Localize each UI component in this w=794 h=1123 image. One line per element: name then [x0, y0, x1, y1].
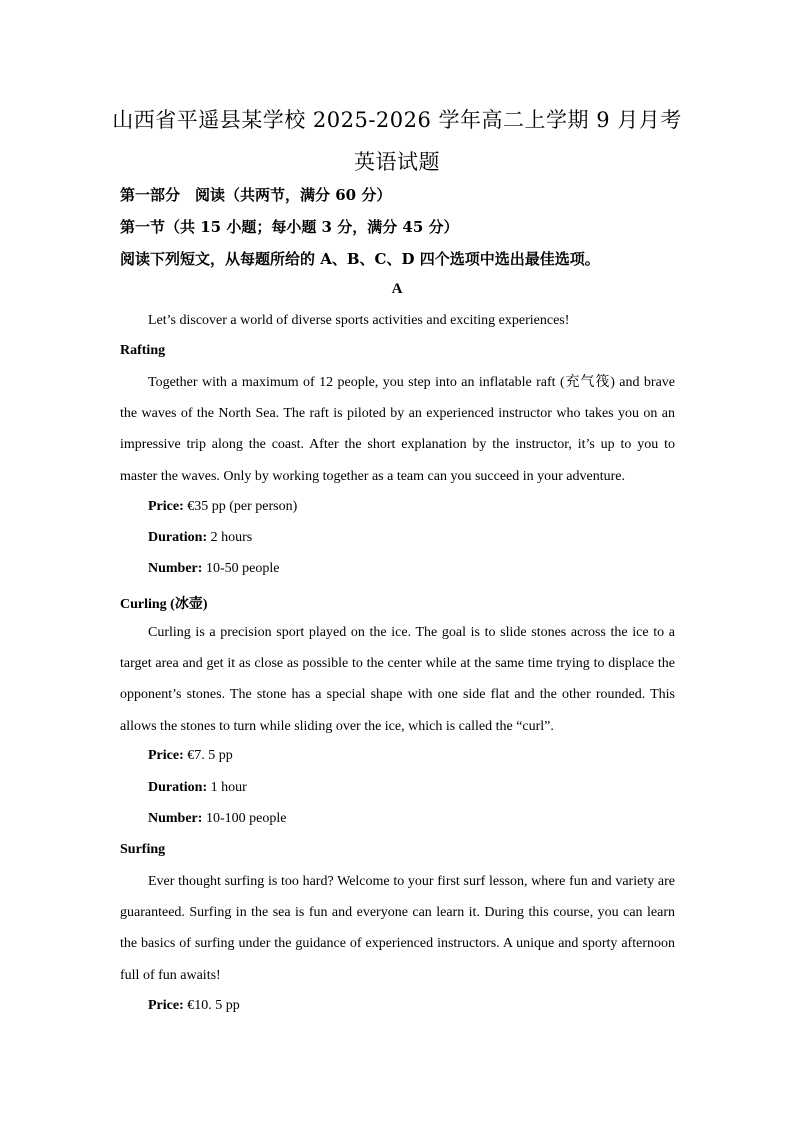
price-value: €7. 5 pp [183, 748, 233, 763]
curling-price [148, 748, 233, 764]
section-heading: 第一节（共 15 小题；每小题 3 分，满分 45 分） [120, 218, 459, 236]
rafting-text: Together with a maximum of 12 people, you step into an inflatable raft (充气筏) and brave the waves of the North Sea. The raft is piloted by an experienced instructor who takes you on an impressive trip along the coast. After the short explanation by the instructor, it’s up to you to master the waves. Only by working together as a team can you succeed in your adventure. [120, 375, 675, 484]
surfing-text: Ever thought surfing is too hard? Welcome to your first surf lesson, where fun and variety are guaranteed. Surfing in the sea is fun and everyone can learn it. During this course, you can learn the basics of surfing under the guidance of experienced instructors. A unique and sporty afternoon full of fun awaits! [120, 874, 675, 983]
curling-text: Curling is a precision sport played on the ice. The goal is to slide stones across the ice to a target area and get it as close as possible to the center while at the same time trying to displace the opponent’s stones. The stone has a special shape with one side flat and the other rounded. This allows the stones to turn while sliding over the ice, which is called the “curl”. [120, 625, 675, 734]
surfing-price [148, 998, 240, 1014]
rafting-duration [148, 530, 252, 546]
price-label: Price: [148, 748, 184, 763]
duration-value: 1 hour [207, 780, 247, 795]
passage-intro: Let’s discover a world of diverse sports activities and exciting experiences! [148, 313, 570, 328]
price-label: Price: [148, 998, 184, 1013]
duration-label: Duration: [148, 530, 208, 545]
number-value: 10-100 people [202, 811, 287, 826]
curling-heading: Curling (冰壶) [120, 597, 208, 612]
surfing-heading: Surfing [120, 842, 166, 857]
price-value: €35 pp (per person) [183, 499, 298, 514]
rafting-heading: Rafting [120, 343, 166, 358]
instruction-text: 阅读下列短文，从每题所给的 A、B、C、D 四个选项中选出最佳选项。 [120, 250, 600, 268]
curling-number [148, 811, 286, 827]
curling-duration [148, 780, 247, 796]
part-heading: 第一部分 阅读（共两节，满分 60 分） [120, 186, 392, 204]
passage-letter: A [391, 281, 403, 297]
price-value: €10. 5 pp [183, 998, 240, 1013]
rafting-number [148, 561, 279, 577]
number-label: Number: [148, 561, 203, 576]
price-label: Price: [148, 499, 184, 514]
rafting-price [148, 499, 297, 515]
duration-label: Duration: [148, 780, 208, 795]
number-label: Number: [148, 811, 203, 826]
number-value: 10-50 people [202, 561, 280, 576]
duration-value: 2 hours [207, 530, 253, 545]
exam-title: 山西省平遥县某学校 2025-2026 学年高二上学期 9 月月考 [112, 108, 682, 132]
exam-subtitle: 英语试题 [354, 150, 440, 174]
